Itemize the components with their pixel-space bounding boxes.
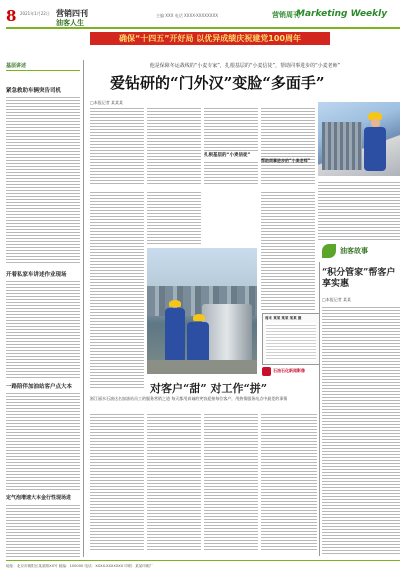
right-column-divider [319,262,320,556]
left-article1-body [6,95,80,265]
right-headline [322,268,400,290]
left-article4-title: 定气泡增速大本金行性现场进 [6,495,72,501]
photo-caption-box [262,313,320,365]
main-text-col3 [204,106,258,151]
left-column-divider [83,60,84,557]
column-name: 营销四刊 [56,9,88,18]
main-text-col4 [261,106,315,186]
footer-text: 地址：北京市朝阳区某某路XX号 邮编：100000 电话：XXXX-XXXXXXX 印刷：某某印刷厂 [6,564,154,568]
worker-uniform-2 [165,308,185,363]
main-text-col2 [147,106,201,186]
right-headline-text: “积分管家”帮客户享实惠 [322,268,396,289]
worker-hat-3 [193,314,205,321]
sub-column-name: 油客人生 [56,19,84,27]
left-article1-title: 紧急救助车辆突告司机 [6,88,62,94]
main-text-row2-col4 [318,180,400,240]
brand-en: Marketing Weekly [296,9,388,19]
brand-cn: 营销周刊 [272,11,300,19]
main-text-row2-col3 [261,190,315,310]
right-byline: □本报记者 某某 [322,297,352,302]
lower-text-col1 [90,412,144,552]
main-headline: 爱钻研的“门外汉”变脸“多面手” [110,74,325,92]
rooftop-floor [147,360,257,374]
lower-text-col4 [261,412,317,552]
main-text-row2-col2 [147,190,201,245]
page-number: 8 [6,7,17,25]
brand-logo [296,9,387,19]
main-text-col3b [204,160,258,186]
equipment-pipes [202,304,252,364]
left-article3-body [6,391,80,491]
lower-text-col2 [147,412,201,552]
main-text-row2-col1 [90,190,144,390]
banner-text: 确保“十四五”开好局 以优异成绩庆祝建党100周年 [119,34,301,43]
photo-caption-text [266,323,316,361]
main-kicker: 他是保障冬运战线的“小麦专家”，扎根基层的“小麦信徒”，帮助同事进步的“小麦老师” [149,63,341,69]
section-label: 基层讲述 [6,63,27,69]
worker-hat-2 [169,300,181,307]
city-rooftop-photo [147,248,257,374]
photo-caption-title: 周末 某某 某某 某某 摄 [265,316,302,320]
left-article4-body [6,503,80,557]
header-date: 2021年1月22日 [20,11,50,16]
header-rule [6,27,400,29]
news-logo-text: 石油石化新闻影像 [273,368,305,373]
left-column [6,62,80,557]
main-subhead2: 帮助同事进步的“小麦老师” [261,158,311,163]
left-article3-title: 一路陪伴加油站客户点大本 [6,384,73,390]
news-logo-icon [262,367,271,376]
pipe-worker-photo [318,102,400,176]
section-rule [6,70,80,71]
leaf-icon [322,244,336,258]
main-text-col1 [90,106,144,186]
worker-uniform [364,127,386,171]
main-byline: □本报记者 某某某 [90,100,124,105]
page-header [6,6,400,28]
footer-rule [6,560,400,561]
main-subhead: 扎根基层的“小麦信徒” [204,153,251,158]
left-article2-title: 开着私家车讲述作业现场 [6,272,67,278]
left-article2-body [6,279,80,379]
right-section-logo [318,244,400,260]
right-logo-text: 油客故事 [340,247,368,255]
celebration-banner [90,32,330,45]
lower-text-col3 [204,412,258,552]
header-meta: 主编 XXX 电话 XXXX-XXXXXXXX [156,13,218,18]
right-text-body [322,305,400,555]
news-photo-logo [262,366,318,378]
worker-face [371,119,380,127]
pipe-stack [322,122,362,170]
lower-deck: 浙江丽水石油这名加油站员工的服务营销之道 每天都用真诚的笑容迎接每位客户，用热情服务站点中最差的事情 [90,396,288,401]
lower-headline: 对客户“甜” 对工作“拼” [150,382,268,395]
